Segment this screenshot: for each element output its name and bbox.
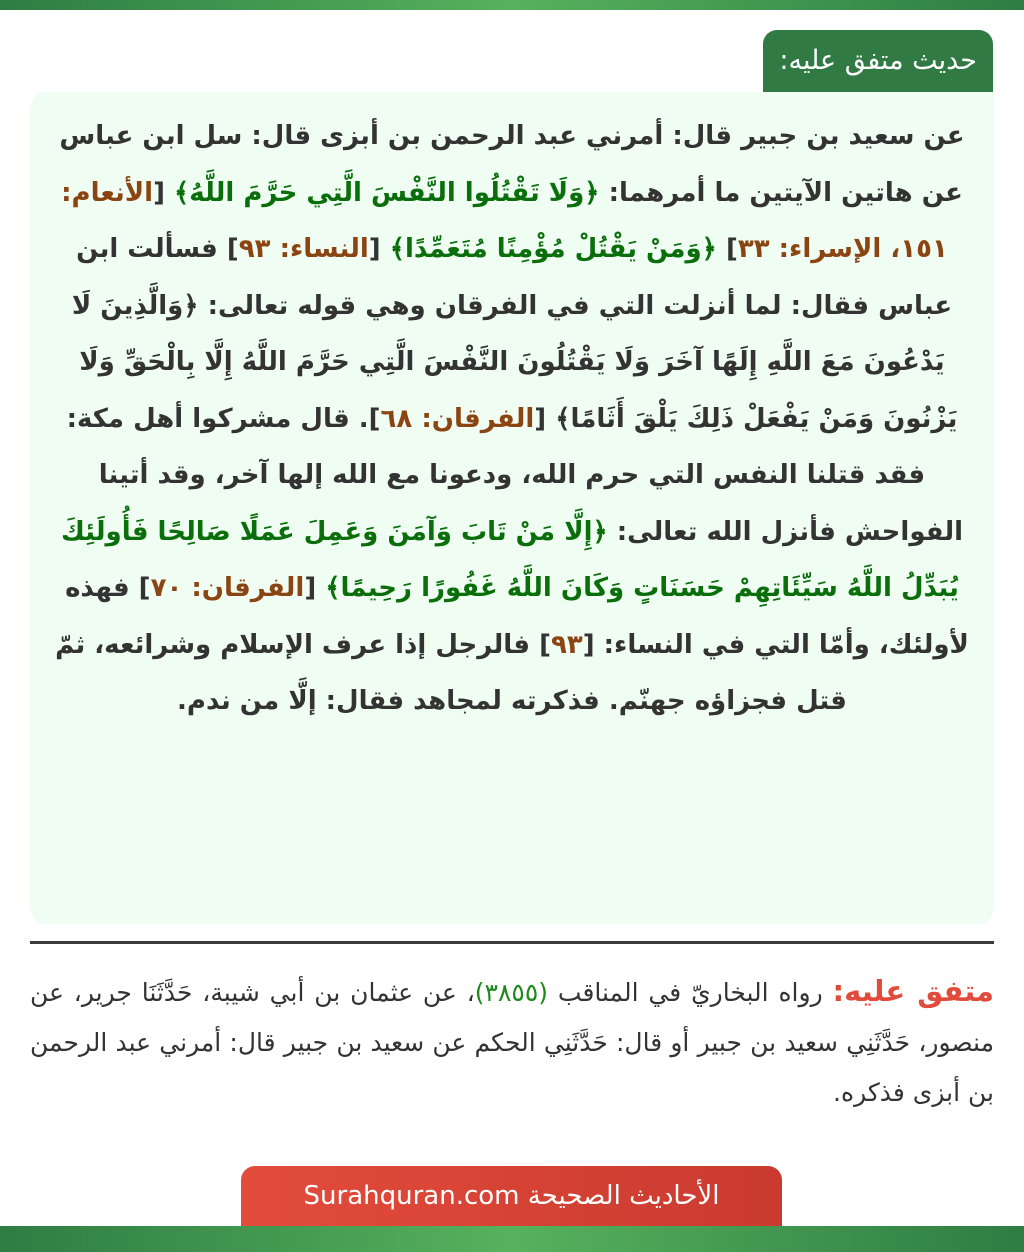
verse-reference: النساء: ٩٣ — [238, 234, 369, 264]
bracket: [ — [534, 403, 556, 434]
source-text: ، عن عثمان بن أبي شيبة، حَدَّثَنَا جرير، عن منصور، حَدَّثَنِي سعيد بن جبير أو قال: حَدَّثَنِي الحكم عن سعيد بن جبير قال: أمرني عبد الرحمن بن أبزى فذكره. — [30, 978, 994, 1107]
hadith-header-label: حديث متفق عليه: — [763, 30, 993, 92]
verse-reference: الأنعام: ١٥١، الإسراء: ٣٣ — [61, 177, 948, 264]
section-divider — [30, 941, 994, 944]
quran-verse: ﴿وَلَا تَقْتُلُوا النَّفْسَ الَّتِي حَرَّمَ اللَّهُ﴾ — [174, 177, 600, 208]
bottom-decorative-bar — [0, 1226, 1024, 1252]
quran-verse: ﴿وَالَّذِينَ لَا يَدْعُونَ مَعَ اللَّهِ إِلَهًا آخَرَ وَلَا يَقْتُلُونَ النَّفْسَ الَّتِي حَرَّمَ اللَّهُ إِلَّا بِالْحَقِّ وَلَا يَزْنُونَ وَمَنْ يَفْعَلْ ذَلِكَ يَلْقَ أَثَامًا﴾ — [71, 290, 958, 434]
hadith-source — [30, 966, 994, 1118]
top-decorative-bar — [0, 0, 1024, 10]
hadith-text-box — [30, 92, 994, 924]
bracket: ] — [716, 234, 738, 264]
site-badge: الأحاديث الصحيحة Surahquran.com — [241, 1166, 782, 1226]
bracket: [ — [153, 177, 174, 208]
hadith-segment-text: ] فالرجل إذا عرف الإسلام وشرائعه، ثمّ قتل فجزاؤه جهنّم. فذكرته لمجاهد فقال: إلَّا من ندم. — [55, 629, 847, 716]
bracket: [ — [304, 573, 326, 603]
hadith-segment-text: عن سعيد بن جبير قال: أمرني عبد الرحمن بن أبزى قال: سل ابن عباس عن هاتين الآيتين ما أمرهما: — [59, 121, 965, 208]
hadith-segment-text: ] فهذه لأولئك، وأمّا التي في النساء: [ — [65, 573, 969, 660]
verse-reference: الفرقان: ٦٨ — [380, 403, 535, 434]
source-label: متفق عليه: — [832, 974, 995, 1008]
hadith-number: (٣٨٥٥) — [474, 978, 549, 1007]
verse-reference: ٩٣ — [550, 629, 583, 660]
bracket: [ — [368, 234, 390, 264]
source-text: رواه البخاريّ في المناقب — [548, 978, 833, 1007]
hadith-text — [54, 108, 970, 730]
quran-verse: ﴿وَمَنْ يَقْتُلْ مُؤْمِنًا مُتَعَمِّدًا﴾ — [389, 234, 717, 264]
hadith-segment-text: ] فسألت ابن عباس فقال: لما أنزلت التي في الفرقان وهي قوله تعالى: — [76, 234, 953, 321]
quran-verse: ﴿إِلَّا مَنْ تَابَ وَآمَنَ وَعَمِلَ عَمَلًا صَالِحًا فَأُولَئِكَ يُبَدِّلُ اللَّهُ سَيِّئَاتِهِمْ حَسَنَاتٍ وَكَانَ اللَّهُ غَفُورًا رَحِيمًا﴾ — [60, 516, 959, 603]
hadith-segment-text: ]. قال مشركوا أهل مكة: فقد قتلنا النفس التي حرم الله، ودعونا مع الله إلها آخر، وقد أتينا الفواحش فأنزل الله تعالى: — [66, 403, 964, 547]
verse-reference: الفرقان: ٧٠ — [150, 573, 305, 603]
